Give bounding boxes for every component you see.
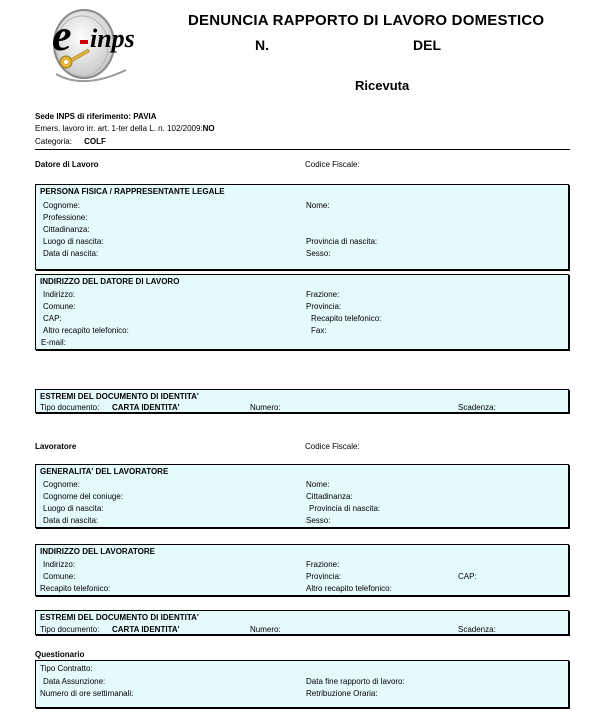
frazione-label: Frazione:	[306, 290, 340, 299]
sede-label	[35, 112, 157, 121]
indirizzo-label: Indirizzo:	[43, 290, 76, 299]
tipo-documento-label: Tipo documento:	[40, 403, 100, 412]
comune-label: Comune:	[43, 572, 76, 581]
documento-lavoratore-title: ESTREMI DEL DOCUMENTO DI IDENTITA'	[40, 613, 199, 622]
emers-label-text: Emers. lavoro irr. art. 1-ter della L. n. 102/2009:	[35, 124, 203, 133]
persona-box-title: PERSONA FISICA / RAPPRESENTANTE LEGALE	[40, 187, 225, 196]
provincia-nascita-label: Provincia di nascita:	[306, 237, 378, 246]
cap-label: CAP:	[458, 572, 477, 581]
fax-label: Fax:	[311, 326, 327, 335]
persona-fisica-box	[35, 184, 569, 270]
categoria-label	[35, 137, 106, 146]
divider	[35, 149, 570, 150]
professione-label: Professione:	[43, 213, 88, 222]
inps-logo	[36, 4, 148, 90]
documento-lavoratore-box	[35, 610, 569, 635]
number-label: N.	[255, 37, 269, 53]
recapito-label: Recapito telefonico:	[311, 314, 382, 323]
categoria-label-text: Categoria:	[35, 137, 72, 146]
sesso-label: Sesso:	[306, 249, 331, 258]
indirizzo-lavoratore-box	[35, 544, 569, 596]
altro-recapito-label: Altro recapito telefonico:	[306, 584, 392, 593]
categoria-value: COLF	[84, 137, 106, 146]
tipo-documento-value: CARTA IDENTITA'	[112, 625, 180, 634]
email-label: E-mail:	[41, 338, 66, 347]
data-assunzione-label: Data Assunzione:	[43, 677, 106, 686]
datore-cf-label: Codice Fiscale:	[305, 160, 360, 169]
luogo-nascita-label: Luogo di nascita:	[43, 504, 104, 513]
questionario-section-label: Questionario	[35, 650, 85, 659]
logo-e: e	[52, 11, 72, 60]
nome-label: Nome:	[306, 201, 330, 210]
tipo-documento-label: Tipo documento:	[40, 625, 100, 634]
indirizzo-label: Indirizzo:	[43, 560, 76, 569]
questionario-box	[35, 660, 569, 708]
sede-label-text: Sede INPS di riferimento:	[35, 112, 132, 121]
nome-label: Nome:	[306, 480, 330, 489]
page-title: DENUNCIA RAPPORTO DI LAVORO DOMESTICO	[188, 12, 545, 29]
recapito-label: Recapito telefonico:	[40, 584, 111, 593]
numero-label: Numero:	[250, 403, 281, 412]
scadenza-label: Scadenza:	[458, 625, 496, 634]
sede-value: PAVIA	[133, 112, 157, 121]
cognome-label: Cognome:	[43, 480, 80, 489]
sesso-label: Sesso:	[306, 516, 331, 525]
data-fine-label: Data fine rapporto di lavoro:	[306, 677, 405, 686]
date-label: DEL	[413, 37, 441, 53]
emers-label	[35, 124, 215, 133]
cognome-label: Cognome:	[43, 201, 80, 210]
indirizzo-datore-box	[35, 274, 569, 350]
documento-datore-title: ESTREMI DEL DOCUMENTO DI IDENTITA'	[40, 392, 199, 401]
tipo-contratto-label: Tipo Contratto:	[40, 664, 93, 673]
indirizzo-lavoratore-title: INDIRIZZO DEL LAVORATORE	[40, 547, 155, 556]
data-nascita-label: Data di nascita:	[43, 516, 99, 525]
retribuzione-label: Retribuzione Oraria:	[306, 689, 378, 698]
datore-section-label: Datore di Lavoro	[35, 160, 99, 169]
numero-label: Numero:	[250, 625, 281, 634]
generalita-box	[35, 464, 569, 528]
scadenza-label: Scadenza:	[458, 403, 496, 412]
cittadinanza-label: Cittadinanza:	[306, 492, 353, 501]
indirizzo-datore-title: INDIRIZZO DEL DATORE DI LAVORO	[40, 277, 180, 286]
provincia-label: Provincia:	[306, 572, 342, 581]
altro-recapito-label: Altro recapito telefonico:	[43, 326, 129, 335]
comune-label: Comune:	[43, 302, 76, 311]
lavoratore-cf-label: Codice Fiscale:	[305, 442, 360, 451]
provincia-nascita-label: Provincia di nascita:	[309, 504, 381, 513]
luogo-nascita-label: Luogo di nascita:	[43, 237, 104, 246]
cognome-coniuge-label: Cognome del coniuge:	[43, 492, 124, 501]
receipt-title: Ricevuta	[355, 78, 410, 93]
logo-inps: inps	[90, 24, 135, 53]
cittadinanza-label: Cittadinanza:	[43, 225, 90, 234]
logo-dash	[80, 40, 88, 44]
provincia-label: Provincia:	[306, 302, 342, 311]
frazione-label: Frazione:	[306, 560, 340, 569]
generalita-title: GENERALITA' DEL LAVORATORE	[40, 467, 169, 476]
tipo-documento-value: CARTA IDENTITA'	[112, 403, 180, 412]
lavoratore-section-label: Lavoratore	[35, 442, 77, 451]
ore-settimanali-label: Numero di ore settimanali:	[40, 689, 134, 698]
documento-datore-box	[35, 389, 569, 413]
emers-value: NO	[202, 124, 215, 133]
cap-label: CAP:	[43, 314, 62, 323]
data-nascita-label: Data di nascita:	[43, 249, 99, 258]
